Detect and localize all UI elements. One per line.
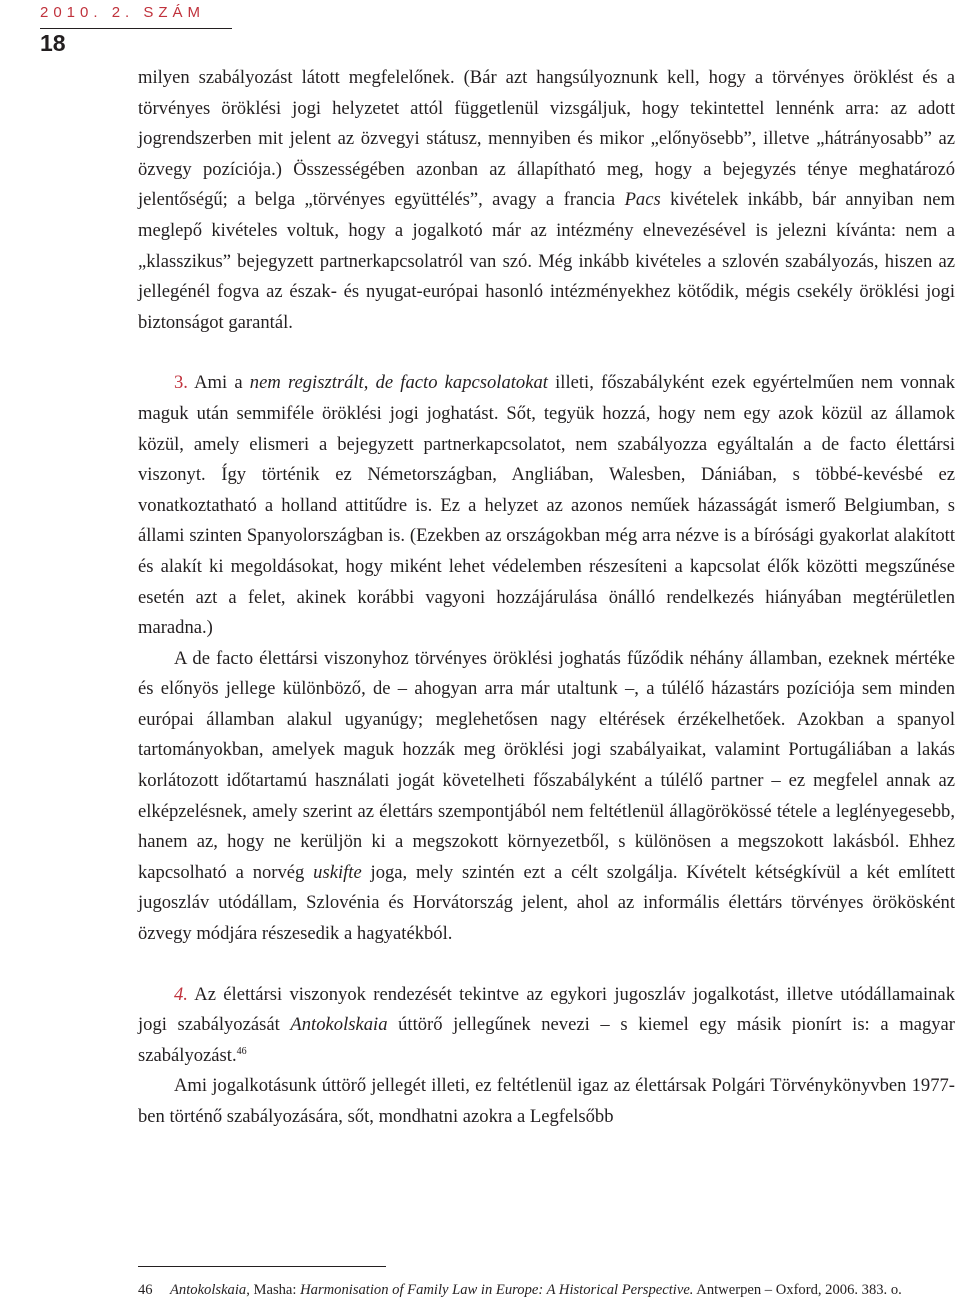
- issue-label: 2010. 2. SZÁM: [40, 4, 206, 21]
- footnote-number: 46: [138, 1282, 153, 1298]
- footnote-46: [138, 1280, 955, 1300]
- paragraph-2-text-c: ,: [363, 372, 376, 394]
- term-de-facto-kapcsolatokat: de facto kapcsolatokat: [375, 372, 548, 394]
- footnote-divider: [138, 1266, 386, 1267]
- paragraph-5-text: Ami jogalkotásunk úttörő jellegét illeti, ez feltétlenül igaz az élettársak Polgári Törvénykönyvben 1977-ben történő szabályozására, sőt, mondhatni azokra a Legfelsőbb: [138, 1075, 955, 1127]
- header-divider: [40, 28, 232, 29]
- paragraph-3-text-a: A de facto élettársi viszonyhoz törvényes öröklési joghatás fűződik néhány államban, ezeknek mértéke és előnyös jellege különböző, de – ahogyan arra már utaltunk –, a túlélő házastárs pozíciója sem minden európai államban alakul ugyanúgy; meglehetősen nagy eltérések érzékelhetőek. Azokban a spanyol tartományokban, amelyek maguk hozzák meg öröklési jogi szabályaikat, valamint Portugáliában a lakás korlátozott időtartamú használati jogát követelheti főszabályként a túlélő partner – ez megfelel annak az elképzelésnek, amely szerint az élettárs szempontjából nem feltétlenül állagörökössé tétele a leglényegesebb, hanem az, hogy ne kerüljön ki a megszokott környezetből, s különösen a megszokott lakásból. Ehhez kapcsolható a norvég: [138, 647, 955, 883]
- paragraph-2-text-e: illeti, főszabályként ezek egyértelműen nem vonnak maguk után semmiféle öröklési jogi joghatást. Sőt, tegyük hozzá, hogy nem egy azok közül az államok közül, amely elismeri a bejegyzett partnerkapcsolatot, nem szabályozza egyáltalán a de facto élettársi viszonyt. Így történik ez Németországban, Angliában, Walesben, Dániában, s többé-kevésbé ez vonatkoztatható a holland attitűdre is. Ez a helyzet az azonos neműek házasságát ismerő Belgiumban, s állami szinten Spanyolországban is. (Ezekben az országokban még arra nézve is a bírósági gyakorlat alakított és alakít ki megoldásokat, hogy miként lehet védelemben részesíteni a kapcsolat élők közötti megszűnése esetén azt a felet, akinek korábbi vagyoni hozzájárulása önálló rendelkezés hiányában megtérületlen maradna.): [138, 372, 956, 639]
- footnote-title: Harmonisation of Family Law in Europe: A Historical Perspective.: [300, 1282, 694, 1298]
- paragraph-4-text-a: Az élettársi viszonyok rendezését tekintve az egykori jugoszláv jogalkotást, illetve utódállamainak jogi szabályozását: [138, 983, 955, 1036]
- paragraph-1-text-c: kivételek inkább, bár annyiban nem meglepő kivételes voltuk, hogy a jogalkotó már az intézmény elnevezésével is jelezni kívánta: nem a „klasszikus” bejegyzett partnerkapcsolatról van szó. Még inkább kivételes a szlovén szabályozás, hiszen az jellegénél fogva az észak- és nyugat-európai hasonló intézményekhez kötődik, mégis csekély öröklési jogi biztonságot garantál.: [138, 189, 955, 333]
- paragraph-3-text-c: joga, mely szintén ezt a célt szolgálja. Kívételt kétségkívül a két említett jugoszláv utódállam, Szlovénia és Horvátország jelent, ahol az informális élettárs törvényes örökösként özvegy módjára részesedik a hagyatékból.: [138, 861, 955, 945]
- footnote-author: Antokolskaia: [170, 1282, 247, 1298]
- section-number-4: 4.: [174, 983, 188, 1005]
- term-uskifte: uskifte: [313, 861, 362, 883]
- section-number-3: 3.: [174, 372, 188, 394]
- paragraph-4-text-c: úttörő jellegűnek nevezi – s kiemel egy másik pionírt is: a magyar szabályozást.: [138, 1014, 955, 1066]
- paragraph-2-text-a: Ami a: [187, 372, 250, 394]
- author-antokolskaia: Antokolskaia: [290, 1014, 388, 1036]
- paragraph-1-text-a: milyen szabályozást látott megfelelőnek. (Bár azt hangsúlyoznunk kell, hogy a törvényes öröklést és a törvényes öröklési jogi helyzetet attól függetlenül vizsgáljuk, hogy tekintettel lennénk arra: az adott jogrendszerben mit jelent az özvegyi státusz, mennyiben és mikor „előnyösebb”, illetve „hátrányosabb” az özvegy pozíciója.) Összességében azonban az állapítható meg, hogy a bejegyzés ténye meghatározó jelentőségű; a belga „törvényes együttélés”, avagy a francia: [138, 67, 955, 211]
- footnote-text-b: Antwerpen – Oxford, 2006. 383. o.: [693, 1282, 902, 1298]
- footnote-text-a: , Masha:: [246, 1282, 301, 1298]
- paragraph-1: [138, 63, 955, 338]
- footnote-ref-46[interactable]: 46: [236, 1045, 247, 1057]
- paragraph-5: [138, 1071, 955, 1132]
- paragraph-3: [138, 644, 955, 950]
- article-body: [138, 63, 955, 1133]
- paragraph-2: [138, 368, 955, 643]
- paragraph-4: [138, 980, 955, 1072]
- page-number: 18: [40, 30, 66, 56]
- term-nem-regisztralt: nem regisztrált: [249, 372, 364, 394]
- term-pacs: Pacs: [624, 189, 661, 211]
